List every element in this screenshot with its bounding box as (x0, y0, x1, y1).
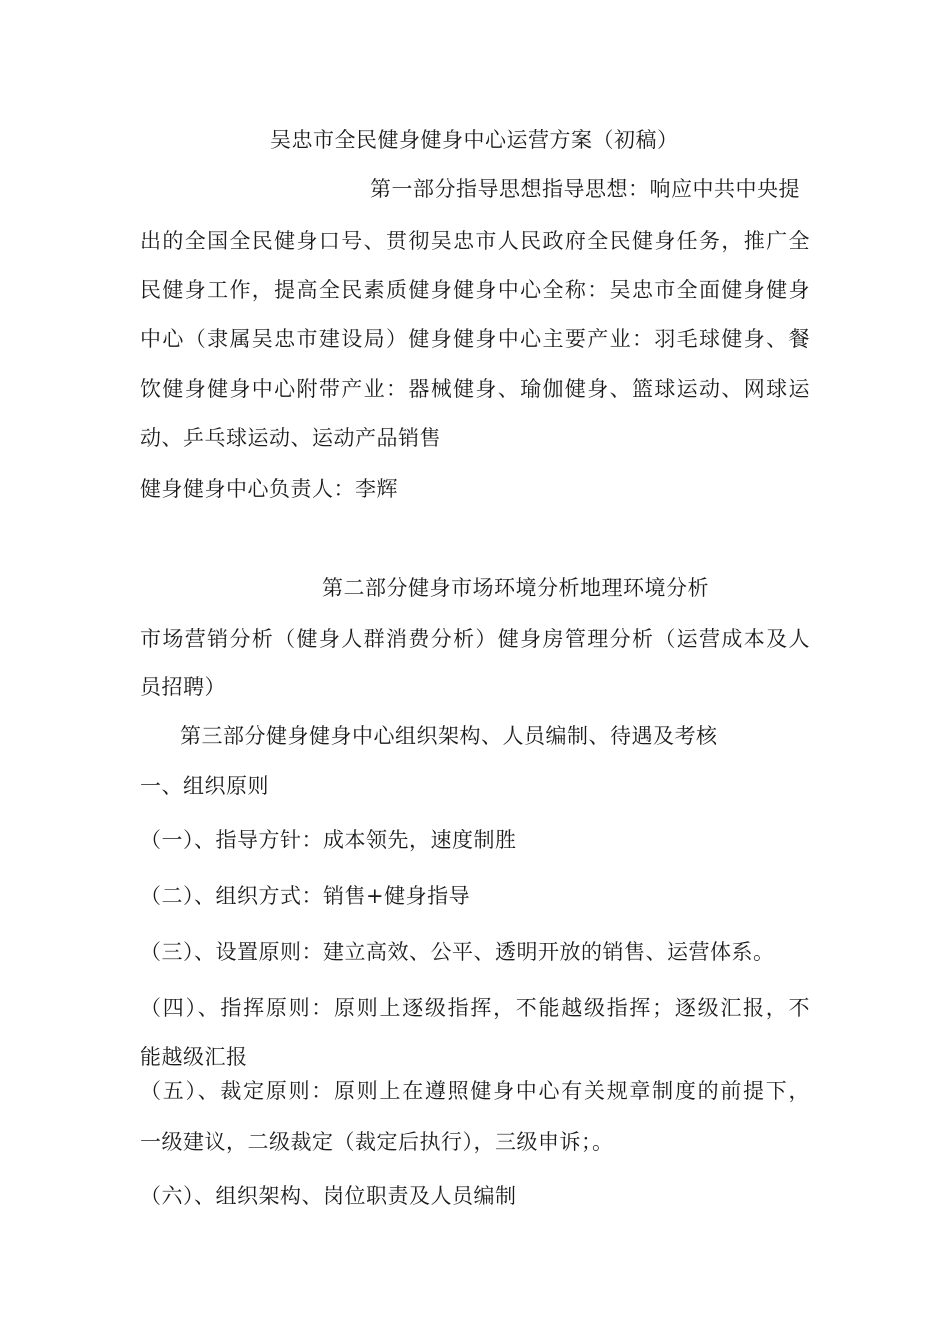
part1-line-1: 第一部分指导思想指导思想：响应中共中央提 (370, 177, 800, 201)
part1-line-2: 出的全国全民健身口号、贯彻吴忠市人民政府全民健身任务，推广全 (140, 229, 810, 253)
list-item-4-line-1: （四）、指挥原则：原则上逐级指挥，不能越级指挥；逐级汇报，不 (140, 996, 810, 1020)
document-title: 吴忠市全民健身健身中心运营方案（初稿） (270, 128, 679, 152)
part1-line-4: 中心（隶属吴忠市建设局）健身健身中心主要产业：羽毛球健身、餐 (140, 327, 810, 351)
part2-line-2: 员招聘） (140, 675, 226, 699)
list-item-4-line-2: 能越级汇报 (140, 1045, 248, 1069)
responsible-person: 健身健身中心负责人：李辉 (140, 477, 398, 501)
list-item-5-line-2: 一级建议，二级裁定（裁定后执行），三级申诉；。 (140, 1130, 614, 1154)
part2-heading: 第二部分健身市场环境分析地理环境分析 (322, 576, 709, 600)
part2-line-1: 市场营销分析（健身人群消费分析）健身房管理分析（运营成本及人 (140, 627, 810, 651)
part1-line-3: 民健身工作，提高全民素质健身健身中心全称：吴忠市全面健身健身 (140, 278, 810, 302)
list-item-6: （六）、组织架构、岗位职责及人员编制 (140, 1184, 517, 1208)
part1-line-6: 动、乒乓球运动、运动产品销售 (140, 426, 441, 450)
list-item-1: （一）、指导方针：成本领先，速度制胜 (140, 828, 517, 852)
part1-line-5: 饮健身健身中心附带产业：器械健身、瑜伽健身、篮球运动、网球运 (140, 377, 810, 401)
part3-heading: 第三部分健身健身中心组织架构、人员编制、待遇及考核 (180, 724, 718, 748)
section-organization-principles: 一、组织原则 (140, 774, 269, 798)
list-item-3: （三）、设置原则：建立高效、公平、透明开放的销售、运营体系。 (140, 940, 775, 964)
list-item-2: （二）、组织方式：销售+健身指导 (140, 884, 471, 908)
list-item-5-line-1: （五）、裁定原则：原则上在遵照健身中心有关规章制度的前提下， (140, 1079, 810, 1103)
